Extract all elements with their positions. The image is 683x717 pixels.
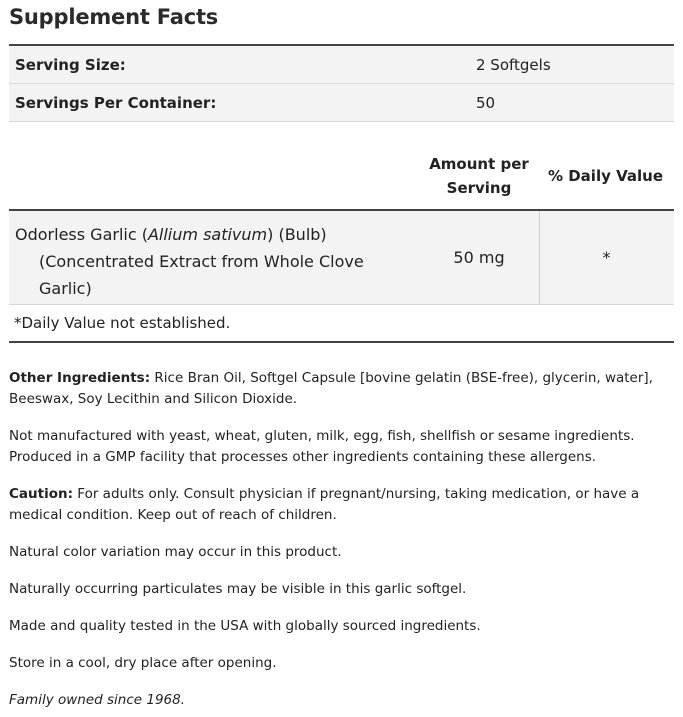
ingredient-detail-line2: Garlic) (39, 279, 92, 298)
table-header (9, 143, 674, 209)
made-in-note: Made and quality tested in the USA with globally sourced ingredients. (9, 618, 481, 634)
ingredient-detail-line1: (Concentrated Extract from Whole Clove (39, 252, 364, 271)
servings-per-container-label: Servings Per Container: (15, 93, 217, 112)
ingredient-daily-value: * (539, 211, 673, 304)
ingredient-latin-name: Allium sativum (147, 225, 268, 244)
storage-note: Store in a cool, dry place after opening. (9, 655, 277, 671)
ingredient-name-prefix: Odorless Garlic ( (15, 225, 148, 244)
particulates-note: Naturally occurring particulates may be visible in this garlic softgel. (9, 581, 467, 597)
servings-per-container-value: 50 (476, 93, 496, 112)
amount-header-line1: Amount per (429, 155, 529, 173)
page-title: Supplement Facts (9, 5, 219, 29)
ingredient-amount: 50 mg (453, 248, 505, 267)
serving-size-value: 2 Softgels (476, 55, 551, 74)
ingredient-name (9, 211, 419, 304)
caution (9, 484, 674, 526)
allergen-statement: Not manufactured with yeast, wheat, gluten, milk, egg, fish, shellfish or sesame ingredients. Produced in a GMP facility that processes other ingredients containing these allergens. (9, 428, 635, 465)
table-row (9, 211, 674, 305)
other-ingredients (9, 368, 674, 410)
amount-header-line2: Serving (446, 179, 512, 197)
ingredient-name-suffix: ) (Bulb) (267, 225, 327, 244)
caution-label: Caution: (9, 486, 73, 502)
bottom-divider (9, 341, 674, 343)
servings-per-container-row (9, 84, 674, 122)
family-owned-note: Family owned since 1968. (9, 692, 186, 708)
color-variation-note: Natural color variation may occur in this product. (9, 544, 342, 560)
serving-size-label: Serving Size: (15, 55, 126, 74)
amount-per-serving-header (419, 152, 539, 200)
daily-value-header: % Daily Value (547, 167, 663, 185)
other-ingredients-label: Other Ingredients: (9, 370, 151, 386)
serving-size-row (9, 46, 674, 84)
other-ingredients-text: Rice Bran Oil, Softgel Capsule [bovine gelatin (BSE-free), glycerin, water], Beeswax, Soy Lecithin and Silicon Dioxide. (9, 370, 653, 407)
caution-text: For adults only. Consult physician if pregnant/nursing, taking medication, or have a medical condition. Keep out of reach of children. (9, 486, 640, 523)
daily-value-footnote: *Daily Value not established. (14, 314, 231, 332)
